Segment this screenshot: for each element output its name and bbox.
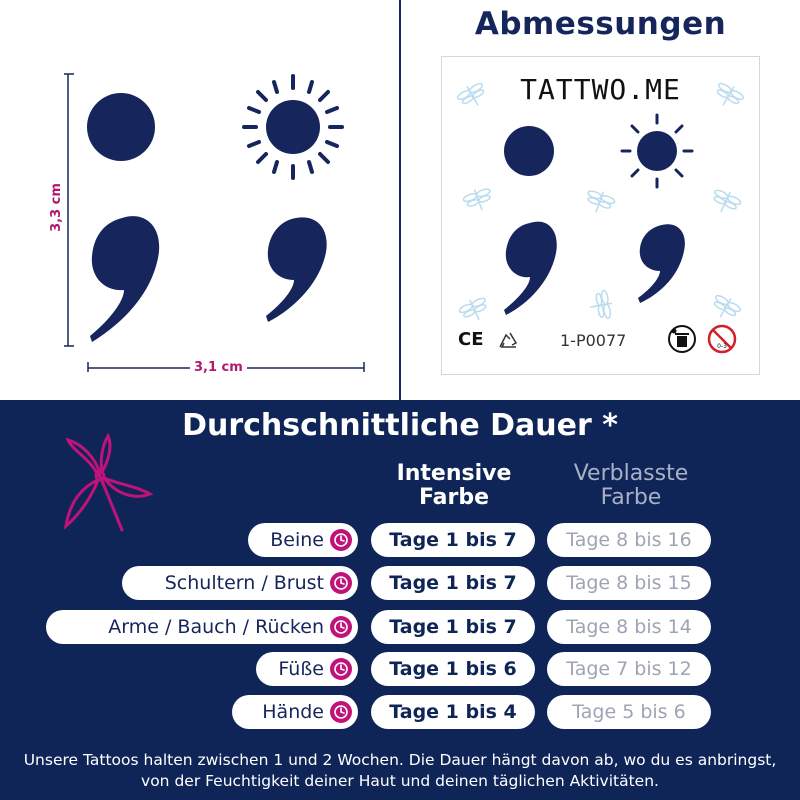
intense-duration-pill: Tage 1 bis 6 [371,652,535,686]
body-area-label: Arme / Bauch / Rücken [108,616,324,638]
sheet-artwork [442,57,761,376]
trash-bin-icon [669,326,695,352]
body-area-label: Beine [270,529,324,551]
recycle-icon [500,333,516,347]
sun-shape [266,100,320,154]
clock-icon [330,529,352,551]
svg-text:0-3: 0-3 [717,343,727,350]
body-area-label: Schultern / Brust [164,572,324,594]
body-area-label: Füße [278,658,324,680]
dragonfly-icon [58,430,158,540]
width-dimension-label: 3,1 cm [190,360,247,375]
ce-mark: CE [458,329,484,350]
faded-duration-pill: Tage 5 bis 6 [547,695,711,729]
column-intense-color: Intensive Farbe [396,461,512,510]
clock-icon [330,572,352,594]
body-area-pill [232,695,358,729]
faded-duration-pill: Tage 8 bis 15 [547,566,711,600]
faded-duration-pill: Tage 8 bis 14 [547,610,711,644]
semicolon-sun-artwork [0,0,400,400]
faded-duration-pill: Tage 7 bis 12 [547,652,711,686]
comma-shape [90,216,159,342]
clock-icon [330,616,352,638]
clock-icon [330,701,352,723]
small-comma-shape [266,217,327,322]
column-faded-color: Verblasste Farbe [573,461,689,510]
clock-icon [330,658,352,680]
duration-title: Durchschnittliche Dauer * [182,408,618,443]
height-dimension-label: 3,3 cm [48,183,64,232]
intense-duration-pill: Tage 1 bis 4 [371,695,535,729]
product-code: 1-P0077 [560,331,627,350]
body-area-pill [46,610,358,644]
body-area-pill [256,652,358,686]
intense-duration-pill: Tage 1 bis 7 [371,566,535,600]
section-divider [399,0,401,400]
intense-duration-pill: Tage 1 bis 7 [371,523,535,557]
tattoo-sheet-preview [441,56,760,375]
body-area-pill [248,523,358,557]
body-area-label: Hände [262,701,324,723]
duration-section [0,400,800,800]
faded-duration-pill: Tage 8 bis 16 [547,523,711,557]
age-restriction-icon [709,326,735,352]
dragonfly-decorations [455,79,746,325]
intense-duration-pill: Tage 1 bis 7 [371,610,535,644]
footnote: Unsere Tattoos halten zwischen 1 und 2 Wochen. Die Dauer hängt davon ab, wo du es anbringst, von der Feuchtigkeit deiner Haut und deinen täglichen Aktivitäten. [23,751,777,790]
body-area-pill [122,566,358,600]
brand-logo: TATTWO.ME [520,73,681,106]
dimensions-title: Abmessungen [474,6,727,42]
dot-shape [87,93,155,161]
